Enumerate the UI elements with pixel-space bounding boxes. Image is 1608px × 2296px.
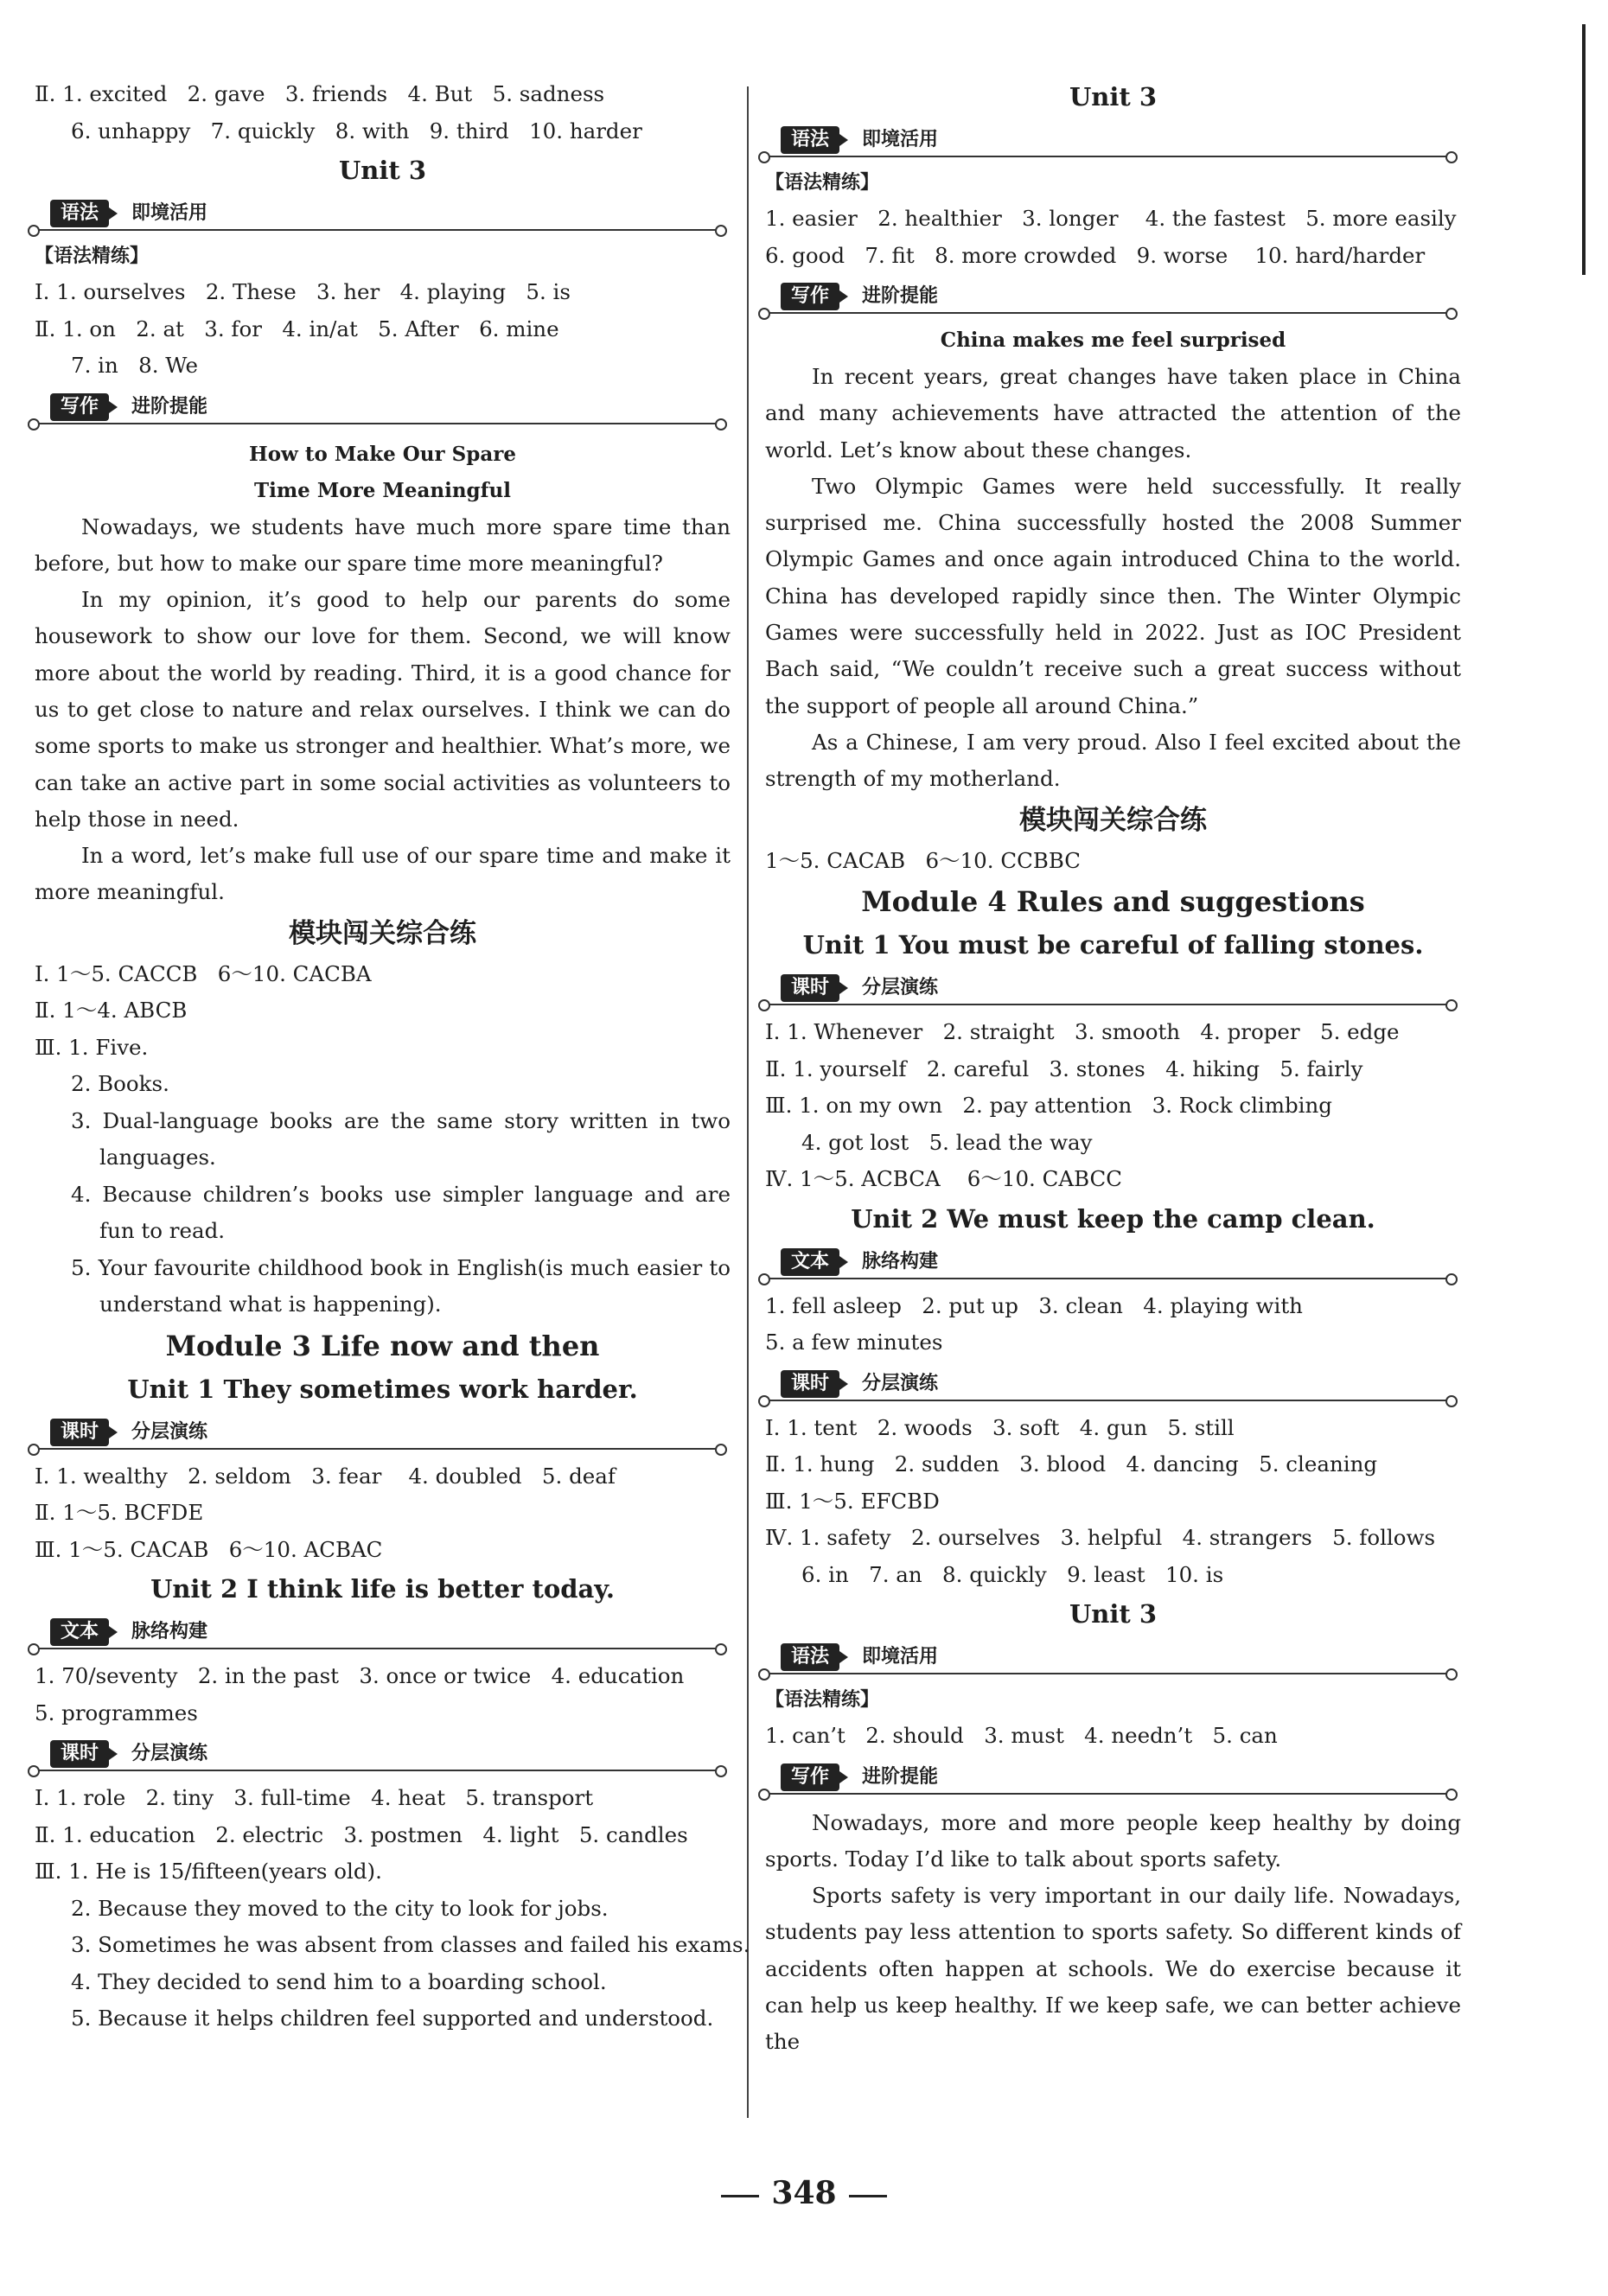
- banner-tag: 语法: [781, 126, 839, 154]
- answer-line: Ⅱ. 1. yourself 2. careful 3. stones 4. hiking 5. fairly: [765, 1056, 1363, 1081]
- banner-text: 即境活用: [862, 1646, 939, 1668]
- answer-line: 1～5. CACAB 6～10. CCBBC: [765, 847, 1082, 873]
- banner-tag: 语法: [50, 200, 109, 227]
- banner-text: 即境活用: [862, 129, 939, 150]
- essay-paragraph: In a word, let’s make full use of our spare time and make it more meaningful.: [35, 843, 731, 905]
- banner-text: 分层演练: [131, 1420, 208, 1443]
- essay-paragraph: Nowadays, we students have much more spare time than before, but how to make our spare time more meaningful?: [35, 513, 731, 576]
- review-heading: 模块闯关综合练: [289, 917, 476, 949]
- page-number-text: 348: [771, 2175, 837, 2211]
- column-divider: [747, 86, 749, 2118]
- answer-line: 4. They decided to send him to a boarding school.: [71, 1968, 607, 1994]
- banner-text: 进阶提能: [862, 285, 939, 307]
- answer-line: Ⅱ. 1. education 2. electric 3. postmen 4. light 5. candles: [35, 1821, 688, 1847]
- banner-text: 分层演练: [862, 977, 939, 999]
- page-number-dash: [849, 2195, 887, 2197]
- essay-title: How to Make Our Spare: [248, 442, 517, 466]
- answer-line: 1. easier 2. healthier 3. longer 4. the fastest 5. more easily: [765, 206, 1457, 231]
- answer-line: 6. in 7. an 8. quickly 9. least 10. is: [801, 1561, 1224, 1587]
- banner-tag: 课时: [50, 1740, 109, 1768]
- answer-line: 5. Your favourite childhood book in English(is much easier to understand what is happening).: [71, 1254, 731, 1317]
- text-banner: [35, 1615, 731, 1655]
- grammar-subheading: 【语法精练】: [765, 1689, 880, 1712]
- grammar-banner: [765, 123, 1461, 163]
- answer-line: 3. Sometimes he was absent from classes and failed his exams.: [71, 1932, 750, 1958]
- grammar-subheading: 【语法精练】: [35, 246, 150, 267]
- unit-heading: Unit 2 We must keep the camp clean.: [851, 1203, 1375, 1234]
- answer-line: 4. got lost 5. lead the way: [801, 1129, 1093, 1155]
- answer-line: Ⅱ. 1. excited 2. gave 3. friends 4. But 5. sadness: [35, 81, 605, 106]
- banner-rule: [765, 1673, 1449, 1674]
- banner-text: 分层演练: [131, 1743, 208, 1765]
- answer-line: Ⅱ. 1. on 2. at 3. for 4. in/at 5. After 6. mine: [35, 316, 559, 341]
- answer-line: Ⅳ. 1～5. ACBCA 6～10. CABCC: [765, 1166, 1123, 1192]
- unit-heading: Unit 3: [1069, 82, 1158, 112]
- banner-tag: 写作: [781, 283, 839, 310]
- answer-line: Ⅰ. 1. Whenever 2. straight 3. smooth 4. proper 5. edge: [765, 1019, 1400, 1045]
- banner-tag: 文本: [50, 1618, 109, 1646]
- text-banner: [765, 1245, 1461, 1285]
- banner-rule: [765, 312, 1449, 314]
- answer-line: 2. Because they moved to the city to look for jobs.: [71, 1895, 609, 1921]
- answer-line: 6. good 7. fit 8. more crowded 9. worse 10. hard/harder: [765, 242, 1426, 268]
- writing-banner: [765, 1760, 1461, 1800]
- answer-line: 1. 70/seventy 2. in the past 3. once or twice 4. education: [35, 1663, 685, 1689]
- essay-paragraph: In recent years, great changes have taken place in China and many achievements have attracted the attention of the world. Let’s know about these changes.: [765, 364, 1461, 462]
- banner-rule: [35, 229, 718, 231]
- practice-banner: [765, 971, 1461, 1011]
- banner-rule: [765, 156, 1449, 157]
- banner-tag: 文本: [781, 1248, 839, 1276]
- essay-paragraph: Sports safety is very important in our daily life. Nowadays, students pay less attention to sports safety. So different kinds of accidents often happen at schools. We do exercise because it can help us keep healthy. If we keep safe, we can better achieve the: [765, 1883, 1461, 2055]
- answer-line: Ⅰ. 1～5. CACCB 6～10. CACBA: [35, 960, 372, 986]
- unit-heading: Unit 1 They sometimes work harder.: [127, 1374, 638, 1404]
- page-number-dash: [721, 2195, 759, 2197]
- banner-text: 分层演练: [862, 1372, 939, 1394]
- grammar-banner: [765, 1640, 1461, 1680]
- answer-line: 7. in 8. We: [71, 353, 198, 378]
- page-number: [0, 2175, 1608, 2211]
- grammar-banner: [35, 196, 731, 236]
- answer-line: 5. a few minutes: [765, 1330, 943, 1355]
- practice-banner: [35, 1737, 731, 1776]
- essay-paragraph: As a Chinese, I am very proud. Also I feel excited about the strength of my motherland.: [765, 729, 1461, 792]
- page-edge-mark: [1582, 24, 1586, 275]
- essay-paragraph: Nowadays, more and more people keep healthy by doing sports. Today I’d like to talk about sports safety.: [765, 1809, 1461, 1872]
- banner-tag: 语法: [781, 1643, 839, 1671]
- answer-line: 3. Dual-language books are the same story written in two languages.: [71, 1107, 731, 1170]
- answer-line: 5. Because it helps children feel supported and understood.: [71, 2006, 714, 2031]
- practice-banner: [765, 1367, 1461, 1406]
- banner-rule: [765, 1400, 1449, 1401]
- answer-line: Ⅰ. 1. tent 2. woods 3. soft 4. gun 5. still: [765, 1414, 1235, 1440]
- banner-tag: 写作: [50, 393, 109, 421]
- left-column: [35, 76, 750, 2038]
- answer-line: 6. unhappy 7. quickly 8. with 9. third 10. harder: [71, 118, 642, 144]
- answer-line: 1. fell asleep 2. put up 3. clean 4. playing with: [765, 1292, 1303, 1318]
- banner-tag: 写作: [781, 1763, 839, 1791]
- answer-line: Ⅲ. 1～5. EFCBD: [765, 1488, 940, 1514]
- answer-line: Ⅱ. 1. hung 2. sudden 3. blood 4. dancing 5. cleaning: [765, 1451, 1378, 1477]
- banner-rule: [765, 1278, 1449, 1279]
- module-heading: Module 4 Rules and suggestions: [861, 885, 1365, 919]
- essay-title: China makes me feel surprised: [940, 328, 1286, 352]
- writing-banner: [765, 279, 1461, 319]
- unit-heading: Unit 3: [1069, 1599, 1158, 1630]
- answer-line: Ⅲ. 1～5. CACAB 6～10. ACBAC: [35, 1536, 383, 1562]
- unit-heading: Unit 1 You must be careful of falling stones.: [802, 930, 1424, 960]
- banner-tag: 课时: [781, 974, 839, 1002]
- banner-rule: [35, 423, 718, 424]
- module-heading: Module 3 Life now and then: [165, 1329, 600, 1362]
- banner-text: 进阶提能: [131, 395, 208, 418]
- review-heading: 模块闯关综合练: [1019, 804, 1207, 836]
- answer-line: Ⅰ. 1. ourselves 2. These 3. her 4. playing 5. is: [35, 279, 571, 304]
- answer-line: Ⅲ. 1. He is 15/fifteen(years old).: [35, 1859, 382, 1885]
- essay-paragraph: Two Olympic Games were held successfully. It really surprised me. China successfully hosted the 2008 Summer Olympic Games and once again introduced China to the world. China has developed rapidly since then. The Winter Olympic Games were successfully held in 2022. Just as IOC President Bach said, “We couldn’t receive such a great success without the support of people all around China.”: [765, 473, 1461, 718]
- banner-text: 脉络构建: [131, 1621, 208, 1643]
- answer-line: 4. Because children’s books use simpler language and are fun to read.: [71, 1181, 731, 1244]
- banner-rule: [35, 1448, 718, 1450]
- answer-line: 5. programmes: [35, 1700, 198, 1725]
- banner-text: 脉络构建: [862, 1250, 939, 1272]
- answer-line: Ⅱ. 1～4. ABCB: [35, 998, 188, 1024]
- answer-line: Ⅲ. 1. on my own 2. pay attention 3. Rock climbing: [765, 1093, 1332, 1119]
- right-column: [765, 76, 1461, 2061]
- grammar-subheading: 【语法精练】: [765, 172, 880, 194]
- answer-line: Ⅰ. 1. role 2. tiny 3. full-time 4. heat 5. transport: [35, 1785, 594, 1811]
- answer-line: Ⅱ. 1～5. BCFDE: [35, 1500, 204, 1526]
- unit-heading: Unit 3: [338, 156, 427, 185]
- banner-rule: [765, 1793, 1449, 1795]
- answer-line: Ⅲ. 1. Five.: [35, 1034, 149, 1060]
- banner-text: 进阶提能: [862, 1765, 939, 1788]
- banner-tag: 课时: [781, 1370, 839, 1398]
- unit-heading: Unit 2 I think life is better today.: [150, 1574, 615, 1604]
- practice-banner: [35, 1415, 731, 1455]
- banner-text: 即境活用: [131, 202, 208, 224]
- essay-title: Time More Meaningful: [253, 478, 511, 502]
- answer-line: Ⅰ. 1. wealthy 2. seldom 3. fear 4. doubled 5. deaf: [35, 1463, 616, 1489]
- banner-tag: 课时: [50, 1419, 109, 1446]
- banner-rule: [765, 1004, 1449, 1005]
- answer-line: 1. can’t 2. should 3. must 4. needn’t 5. can: [765, 1723, 1278, 1749]
- answer-line: 2. Books.: [71, 1071, 169, 1097]
- answer-line: Ⅳ. 1. safety 2. ourselves 3. helpful 4. strangers 5. follows: [765, 1525, 1436, 1551]
- writing-banner: [35, 390, 731, 430]
- banner-rule: [35, 1770, 718, 1771]
- banner-rule: [35, 1648, 718, 1649]
- essay-paragraph: In my opinion, it’s good to help our parents do some housework to show our love for them. Second, we will know more about the world by reading. Third, it is a good chance for us to get close to nature and relax ourselves. I think we can do some sports to make us stronger and healthier. What’s more, we can take an active part in some social activities as volunteers to help those in need.: [35, 587, 731, 832]
